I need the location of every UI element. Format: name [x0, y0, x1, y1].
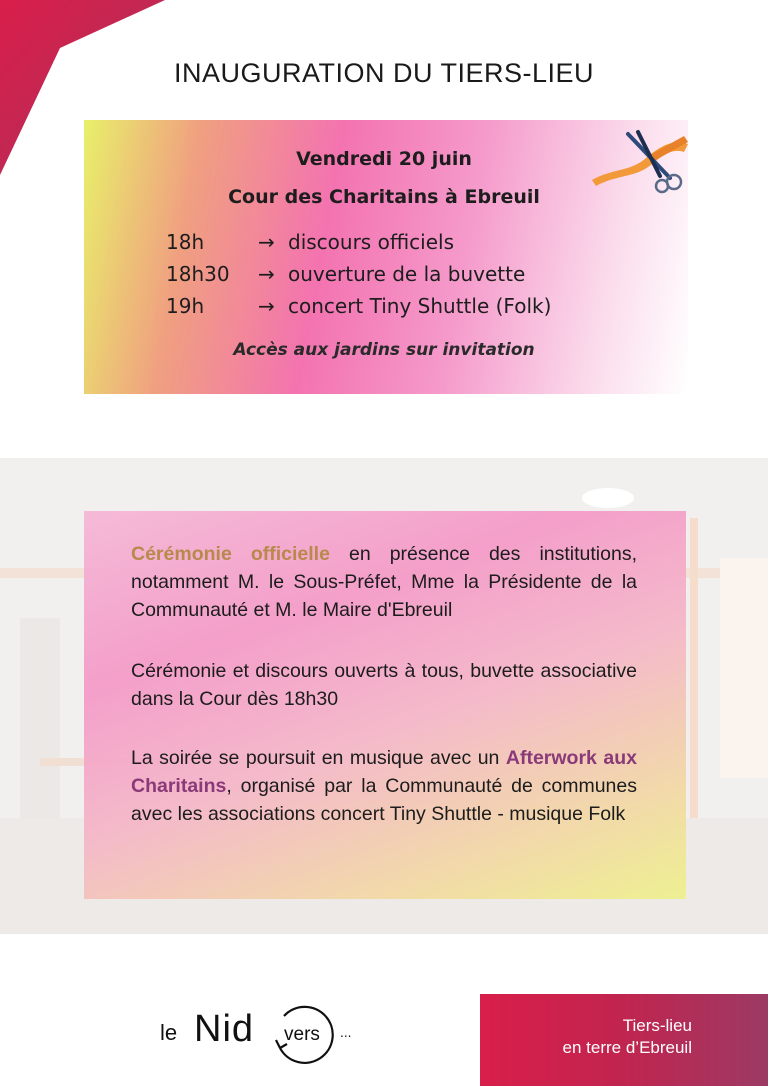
schedule-activity: ouverture de la buvette — [288, 262, 526, 286]
paragraph-text: Cérémonie et discours ouverts à tous, buvette associative dans la Cour dès 18h30 — [131, 660, 637, 710]
schedule-time: 19h — [166, 294, 205, 318]
event-date: Vendredi 20 juin — [296, 148, 472, 170]
logo-vers: vers — [284, 1024, 320, 1045]
paragraph-text: , organisé par la Communauté de communes avec les associations concert Tiny Shuttle - musique Folk — [131, 775, 637, 825]
le-nid-vers-logo — [150, 1000, 370, 1070]
paragraph-text: La soirée se poursuit en musique avec un — [131, 747, 506, 769]
paragraph-afterwork — [131, 744, 637, 828]
schedule-time: 18h — [166, 230, 205, 254]
access-note: Accès aux jardins sur invitation — [233, 340, 535, 360]
arrow-icon: → — [258, 262, 275, 286]
highlight-ceremony: Cérémonie officielle — [131, 543, 330, 565]
highlight-afterwork: Afterwork aux Charitains — [131, 747, 637, 797]
logo-dots: ... — [340, 1026, 352, 1040]
scissors-ribbon-icon — [588, 128, 692, 194]
arrow-icon: → — [258, 294, 275, 318]
schedule-activity: discours officiels — [288, 230, 454, 254]
schedule-activity: concert Tiny Shuttle (Folk) — [288, 294, 552, 318]
footer-line-2: en terre d’Ebreuil — [562, 1038, 692, 1057]
footer-line-1: Tiers-lieu — [622, 1016, 692, 1035]
event-place: Cour des Charitains à Ebreuil — [228, 186, 540, 208]
paragraph-open-to-all — [131, 657, 637, 713]
paragraph-text: en présence des institutions, notamment M. le Sous-Préfet, Mme la Présidente de la Communauté et M. le Maire d'Ebreuil — [131, 543, 637, 621]
paragraph-ceremony — [131, 540, 637, 624]
arrow-icon: → — [258, 230, 275, 254]
logo-le: le — [160, 1020, 178, 1045]
schedule-time: 18h30 — [166, 262, 230, 286]
logo-nid: Nid — [194, 1008, 255, 1050]
page-title: INAUGURATION DU TIERS-LIEU — [173, 58, 595, 88]
footer-badge — [480, 994, 768, 1086]
